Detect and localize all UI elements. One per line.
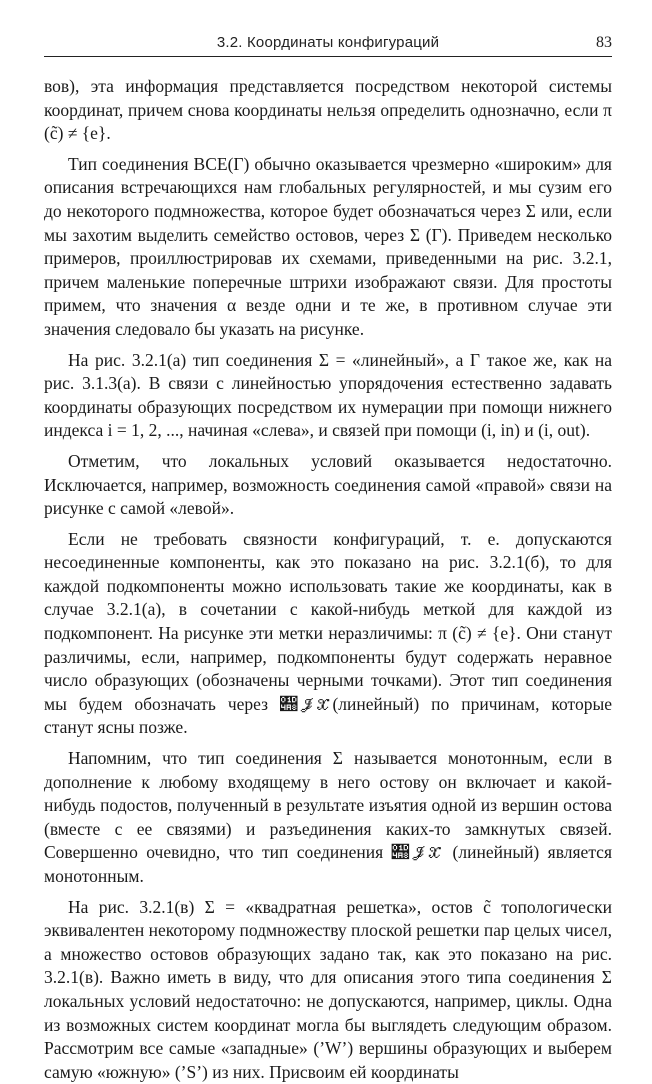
- paragraph: Если не требовать связности конфигураций, т. е. допускаются несоединенные компоненты, как это показано на рис. 3.2.1(б), то для каждой подкомпоненты можно использовать такие же координаты, как в случае 3.2.1(а), в сочетании с какой-нибудь меткой для каждой из подкомпонент. На рисунке эти метки неразличимы: π (c̃) ≠ {e}. Они станут различимы, если, например, подкомпоненты будут содержать неравное число образующих (обозначены черными точками). Этот тип соединения мы будем обозначать через 𝒨𝒥𝒳(линейный) по причинам, которые станут ясны позже.: [44, 528, 612, 738]
- paragraph: Напомним, что тип соединения Σ называется монотонным, если в дополнение к любому входящему в него остову он включает и какой-нибудь подостов, полученный в результате изъятия одной из вершин остова (вместе с ее связями) и разъединения каких-то замкнутых связей. Совершенно очевидно, что тип соединения 𝒨𝒥𝒳 (линейный) является монотонным.: [44, 748, 612, 886]
- body-text: [44, 75, 612, 1084]
- book-page: [44, 30, 612, 1084]
- paragraph: Тип соединения ВСЕ(Γ) обычно оказывается чрезмерно «широким» для описания встречающихся нам глобальных регулярностей, и мы сузим его до некоторого подмножества, которое будет обозначаться через Σ или, если мы захотим выделить семейство остовов, через Σ (Γ). Приведем несколько примеров, проиллюстрировав их схемами, приведенными на рис. 3.2.1, причем маленькие поперечные штрихи изображают связи. Для простоты примем, что значения α везде одни и те же, в противном случае эти значения следовало бы указать на рисунке.: [44, 153, 612, 339]
- running-header: [44, 30, 612, 57]
- section-title: 3.2. Координаты конфигураций: [216, 34, 440, 51]
- paragraph: На рис. 3.2.1(а) тип соединения Σ = «линейный», а Γ такое же, как на рис. 3.1.3(а). В связи с линейностью упорядочения естественно задавать координаты образующих посредством их нумерации при помощи нижнего индекса i = 1, 2, ..., начиная «слева», и связей при помощи (i, in) и (i, out).: [44, 349, 612, 441]
- paragraph: Отметим, что локальных условий оказывается недостаточно. Исключается, например, возможность соединения самой «правой» связи на рисунке с самой «левой».: [44, 450, 612, 519]
- page-number: 83: [596, 34, 612, 51]
- paragraph: На рис. 3.2.1(в) Σ = «квадратная решетка», остов c̃ топологически эквивалентен некоторому подмножеству плоской решетки пар целых чисел, а множество остовов образующих задано так, как это показано на рис. 3.2.1(в). Важно иметь в виду, что для описания этого типа соединения Σ локальных условий недостаточно: не допускаются, например, циклы. Одна из возможных систем координат могла бы выглядеть следующим образом. Рассмотрим все самые «западные» (’W’) вершины образующих и выберем самую «южную» (’S’) из них. Присвоим ей координаты: [44, 896, 612, 1082]
- paragraph: вов), эта информация представляется посредством некоторой системы координат, причем снова координаты нельзя определить однозначно, если π (c̃) ≠ {e}.: [44, 76, 612, 144]
